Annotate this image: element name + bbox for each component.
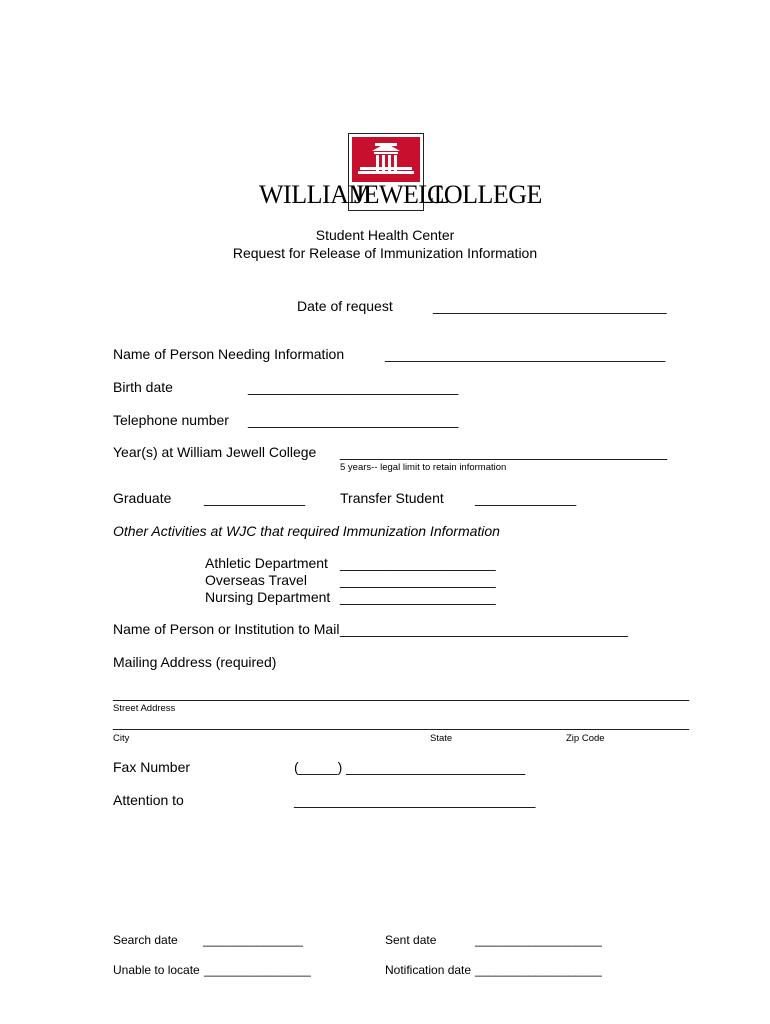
search-date-field[interactable]: _______________ (203, 933, 304, 947)
name-needing-field[interactable]: ____________________________________ (385, 346, 666, 362)
street-address-caption: Street Address (113, 703, 176, 714)
date-of-request-label: Date of request (297, 298, 393, 314)
birth-date-label: Birth date (113, 379, 173, 395)
zip-code-caption: Zip Code (566, 733, 605, 744)
city-caption: City (113, 733, 130, 744)
notification-date-label: Notification date (385, 963, 472, 977)
city-state-zip-field[interactable]: __________________________________________________________________________ (113, 714, 690, 730)
logo-word-jewell: JEWELL (354, 180, 450, 209)
unable-to-locate-field[interactable]: ________________ (204, 963, 311, 977)
transfer-student-field[interactable]: _____________ (475, 490, 577, 506)
street-address-field[interactable]: __________________________________________________________________________ (113, 685, 690, 701)
notification-date-field[interactable]: ___________________ (475, 963, 602, 977)
attention-to-label: Attention to (113, 792, 184, 808)
state-caption: State (430, 733, 453, 744)
fax-number-field[interactable]: (_____) _______________________ (294, 759, 526, 775)
years-at-field[interactable]: __________________________________________ (340, 444, 668, 460)
transfer-student-label: Transfer Student (340, 490, 444, 506)
search-date-label: Search date (113, 933, 178, 947)
other-activities-heading: Other Activities at WJC that required Immunization Information (113, 523, 500, 539)
graduate-label: Graduate (113, 490, 172, 506)
logo-building-emblem (352, 137, 420, 182)
logo-word-william: WILLIAM (259, 180, 372, 209)
overseas-travel-field[interactable]: ____________________ (340, 572, 496, 588)
sent-date-label: Sent date (385, 933, 437, 947)
mail-to-label: Name of Person or Institution to Mail (113, 621, 340, 637)
nursing-department-label: Nursing Department (205, 589, 331, 605)
building-icon (352, 137, 420, 182)
sent-date-field[interactable]: ___________________ (475, 933, 602, 947)
mailing-address-label: Mailing Address (required) (113, 654, 277, 670)
fax-number-label: Fax Number (113, 759, 191, 775)
telephone-label: Telephone number (113, 412, 229, 428)
athletic-department-field[interactable]: ____________________ (340, 555, 496, 571)
overseas-travel-label: Overseas Travel (205, 572, 307, 588)
unable-to-locate-label: Unable to locate (113, 963, 200, 977)
birth-date-field[interactable]: ___________________________ (248, 379, 459, 395)
mail-to-field[interactable]: _____________________________________ (340, 621, 629, 637)
date-of-request-field[interactable]: ______________________________ (433, 298, 667, 314)
nursing-department-field[interactable]: ____________________ (340, 589, 496, 605)
years-at-label: Year(s) at William Jewell College (113, 444, 317, 460)
telephone-field[interactable]: ___________________________ (248, 412, 459, 428)
athletic-department-label: Athletic Department (205, 555, 328, 571)
attention-to-field[interactable]: _______________________________ (294, 792, 536, 808)
logo-word-college: COLLEGE (427, 180, 542, 209)
graduate-field[interactable]: _____________ (204, 490, 306, 506)
header-subtitle: Request for Release of Immunization Information (232, 245, 538, 261)
years-at-note: 5 years-- legal limit to retain information (340, 462, 507, 473)
header-title: Student Health Center (315, 227, 455, 243)
name-needing-label: Name of Person Needing Information (113, 346, 345, 362)
